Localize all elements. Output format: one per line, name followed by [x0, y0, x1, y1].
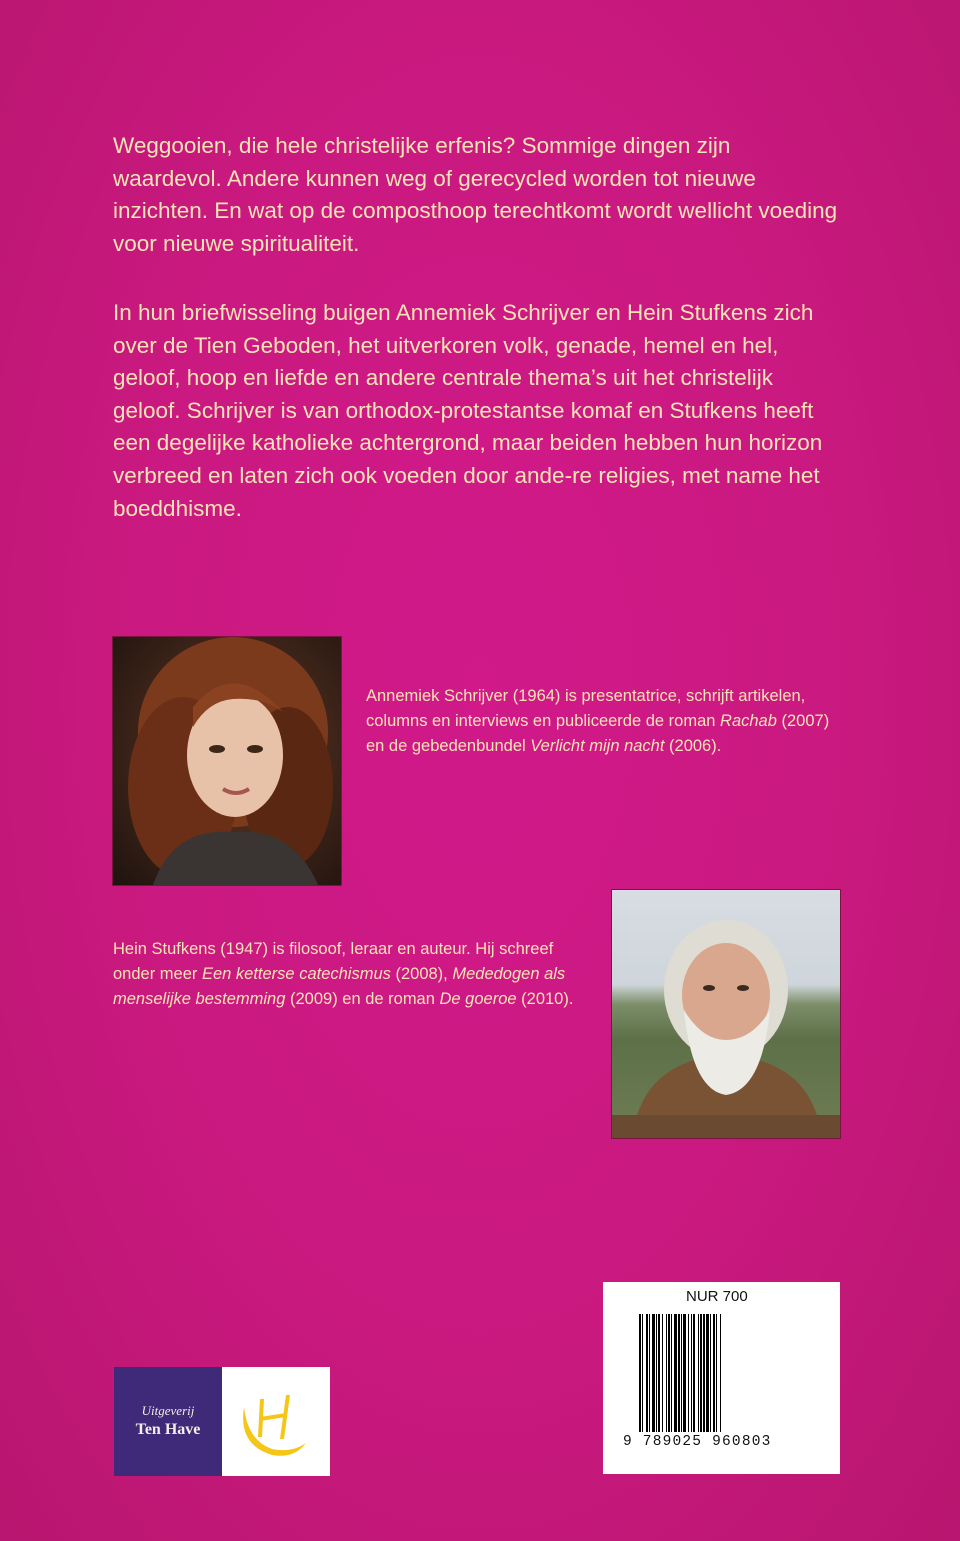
- barcode: [603, 1282, 840, 1474]
- publisher-label: Uitgeverij: [141, 1403, 195, 1418]
- author-photo-annemiek: [112, 636, 342, 886]
- bio-annemiek-text-2: (2007) en de gebedenbundel: [366, 712, 830, 755]
- barcode-bars-icon: [639, 1314, 807, 1432]
- book-title-mededogen: Mededogen als menselijke bestemming: [113, 965, 566, 1008]
- author-photo-hein: [611, 889, 841, 1139]
- bio-hein: [113, 937, 593, 1012]
- bio-hein-text-1: Hein Stufkens (1947) is filosoof, leraar en auteur. Hij schreef onder meer: [113, 940, 554, 983]
- bio-annemiek-text-3: (2006).: [664, 737, 722, 755]
- book-title-de-goeroe: De goeroe: [439, 990, 517, 1008]
- bio-hein-text-3: (2009) en de roman: [285, 990, 440, 1008]
- bio-annemiek-text-1: Annemiek Schrijver (1964) is presentatrice, schrijft artikelen, columns en interviews en publiceerde de roman: [366, 687, 806, 730]
- blurb-paragraph-1: Weggooien, die hele christelijke erfenis? Sommige dingen zijn waardevol. Andere kunnen weg of gerecycled worden tot nieuwe inzichten. En wat op de composthoop terechtkomt wordt wellicht voeding voor nieuwe spiritualiteit.: [113, 133, 838, 256]
- bio-annemiek: [366, 684, 844, 759]
- book-title-rachab: Rachab: [720, 712, 777, 730]
- hein-portrait-icon: [612, 890, 840, 1138]
- annemiek-portrait-icon: [113, 637, 341, 885]
- ten-have-h-icon: [222, 1367, 330, 1476]
- blurb-paragraph-2: In hun briefwisseling buigen Annemiek Schrijver en Hein Stufkens zich over de Tien Geboden, het uitverkoren volk, genade, hemel en hel, geloof, hoop en liefde en andere centrale thema’s uit het christelijk geloof. Schrijver is van orthodox-protestantse komaf en Stufkens heeft een degelijke katholieke achtergrond, maar beiden hebben hun horizon verbreed en laten zich ook voeden door ande-re religies, met name het boeddhisme.: [113, 300, 823, 521]
- book-title-een-ketterse-catechismus: Een ketterse catechismus: [201, 965, 391, 983]
- bio-hein-text-2: (2008),: [390, 965, 453, 983]
- publisher-mark: [222, 1367, 330, 1476]
- book-title-verlicht-mijn-nacht: Verlicht mijn nacht: [530, 737, 665, 755]
- nur-code: NUR 700: [686, 1288, 748, 1305]
- publisher-logo-panel: [114, 1367, 222, 1476]
- publisher-logo: [114, 1367, 330, 1476]
- publisher-name: Ten Have: [135, 1421, 201, 1438]
- isbn-number: 9 789025 960803: [623, 1434, 772, 1450]
- bio-hein-text-4: (2010).: [516, 990, 574, 1008]
